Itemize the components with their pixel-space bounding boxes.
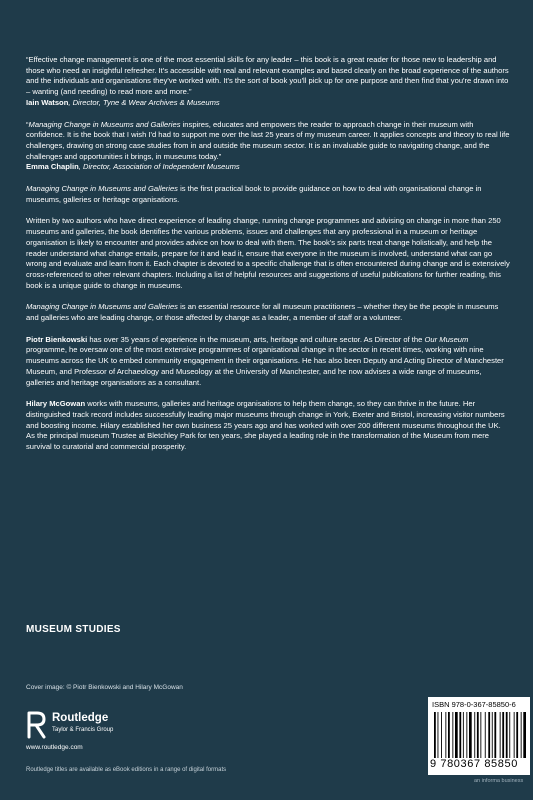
author-bio-2 bbox=[26, 399, 510, 453]
quote-1 bbox=[26, 55, 510, 98]
isbn-label: ISBN 978-0-367-85850-6 bbox=[432, 700, 516, 709]
barcode-number: 9 780367 85850 bbox=[430, 758, 518, 770]
publisher-url[interactable]: www.routledge.com bbox=[26, 744, 83, 751]
quote-2-title: Managing Change in Museums and Galleries bbox=[28, 119, 181, 129]
publisher-logo bbox=[26, 711, 186, 753]
informa-note: an informa business bbox=[474, 778, 524, 784]
author-1-name: Piotr Bienkowski bbox=[26, 334, 88, 344]
barcode-icon bbox=[434, 712, 526, 758]
publisher-name: Routledge bbox=[52, 712, 109, 724]
isbn-box bbox=[428, 697, 530, 775]
author-1-text-a: has over 35 years of experience in the museum, arts, heritage and culture sector. As Director of the bbox=[87, 334, 425, 344]
back-cover-text bbox=[26, 55, 510, 464]
quote-2-attribution bbox=[26, 162, 510, 173]
author-2-name: Hilary McGowan bbox=[26, 399, 86, 409]
routledge-logo-icon bbox=[26, 711, 48, 739]
quote-1-attribution bbox=[26, 98, 510, 109]
quote-2-role: , Director, Association of Independent Museums bbox=[78, 162, 240, 172]
cover-credit: Cover image: © Piotr Bienkowski and Hilary McGowan bbox=[26, 684, 183, 691]
author-2-text: works with museums, galleries and heritage organisations to help them change, so they can thrive in the future. Her distinguished track record includes successfully leading major museums through change in York, Exeter and Bristol, increasing visitor numbers and boosting income. Hilary established her own business 25 years ago and has worked with over 200 different museums throughout the UK. As the principal museum Trustee at Bletchley Park for ten years, she played a leading role in the transformation of the Museum from mere survival to curatorial and commercial prosperity. bbox=[26, 399, 505, 452]
resource-text: is an essential resource for all museum practitioners – whether they be the people in museums and galleries who are leading change, or those affected by change as a leader, a member of staff or a volunteer. bbox=[26, 302, 499, 323]
quote-1-text: “Effective change management is one of the most essential skills for any leader – this book is a great reader for those new to leadership and those who need an insightful refresher. It's accessible with real and relevant examples and based clearly on the broad experience of the authors and the individuals and organisations they've worked with. It's the sort of book you'll pick up for one purpose and then find that you're drawn into – wanting (and needing) to read more and more.” bbox=[26, 55, 509, 97]
resource-paragraph bbox=[26, 302, 510, 323]
quote-2-open: “ bbox=[26, 119, 29, 129]
quote-2-text: inspires, educates and empowers the reader to approach change in their museum with confidence. It is the book that I wish I'd had to support me over the last 25 years of my museum career. It applies concepts and theory to real life challenges, drawing on strong case studies from in and outside the museum sector. It is an invaluable guide to navigating change, and the challenges and opportunities it brings, in museums today.” bbox=[26, 119, 510, 161]
ebook-note: Routledge titles are available as eBook editions in a range of digital formats bbox=[26, 767, 227, 773]
quote-2-name: Emma Chaplin bbox=[26, 162, 79, 172]
subject-category: MUSEUM STUDIES bbox=[26, 624, 121, 635]
quote-1-role: , Director, Tyne & Wear Archives & Museums bbox=[68, 97, 220, 107]
intro-title: Managing Change in Museums and Galleries bbox=[26, 184, 178, 194]
intro-text: is the first practical book to provide guidance on how to deal with organisational change in museums, galleries or heritage organisations. bbox=[26, 184, 482, 204]
body-paragraph: Written by two authors who have direct experience of leading change, running change programmes and advising on change in more than 250 museums and galleries, the book identifies the various problems, issues and challenges that any professional in a museum or heritage organisation is likely to encounter and provides advice on how to deal with them. The book's six parts treat change holistically, and help the reader understand what change entails, prepare for it and lead it, ensure that everyone in the museum is involved, understand what can go wrong and evaluate and learn from it. Each chapter is devoted to a specific challenge that is often encountered during change and is extensively cross-referenced to other relevant chapters. Including a list of helpful resources and suggestions of useful publications for further reading, this book is a unique guide to change in museums. bbox=[26, 216, 510, 290]
publisher-tagline: Taylor & Francis Group bbox=[52, 727, 114, 733]
author-bio-1 bbox=[26, 335, 510, 389]
resource-title: Managing Change in Museums and Galleries bbox=[26, 302, 178, 312]
intro-paragraph bbox=[26, 184, 510, 205]
author-1-text-b: programme, he oversaw one of the most extensive programmes of organisational change in the sector in recent times, working with nine museums across the UK to embed community engagement in their organisations. He has also been Deputy and Acting Director of Manchester Museum, and Professor of Archaeology and Museology at the University of Manchester, and he now advises a wide range of museums, galleries and heritage organisations as a consultant. bbox=[26, 345, 504, 387]
quote-1-name: Iain Watson bbox=[26, 97, 69, 107]
author-1-programme: Our Museum bbox=[424, 334, 469, 344]
quote-2 bbox=[26, 120, 510, 163]
